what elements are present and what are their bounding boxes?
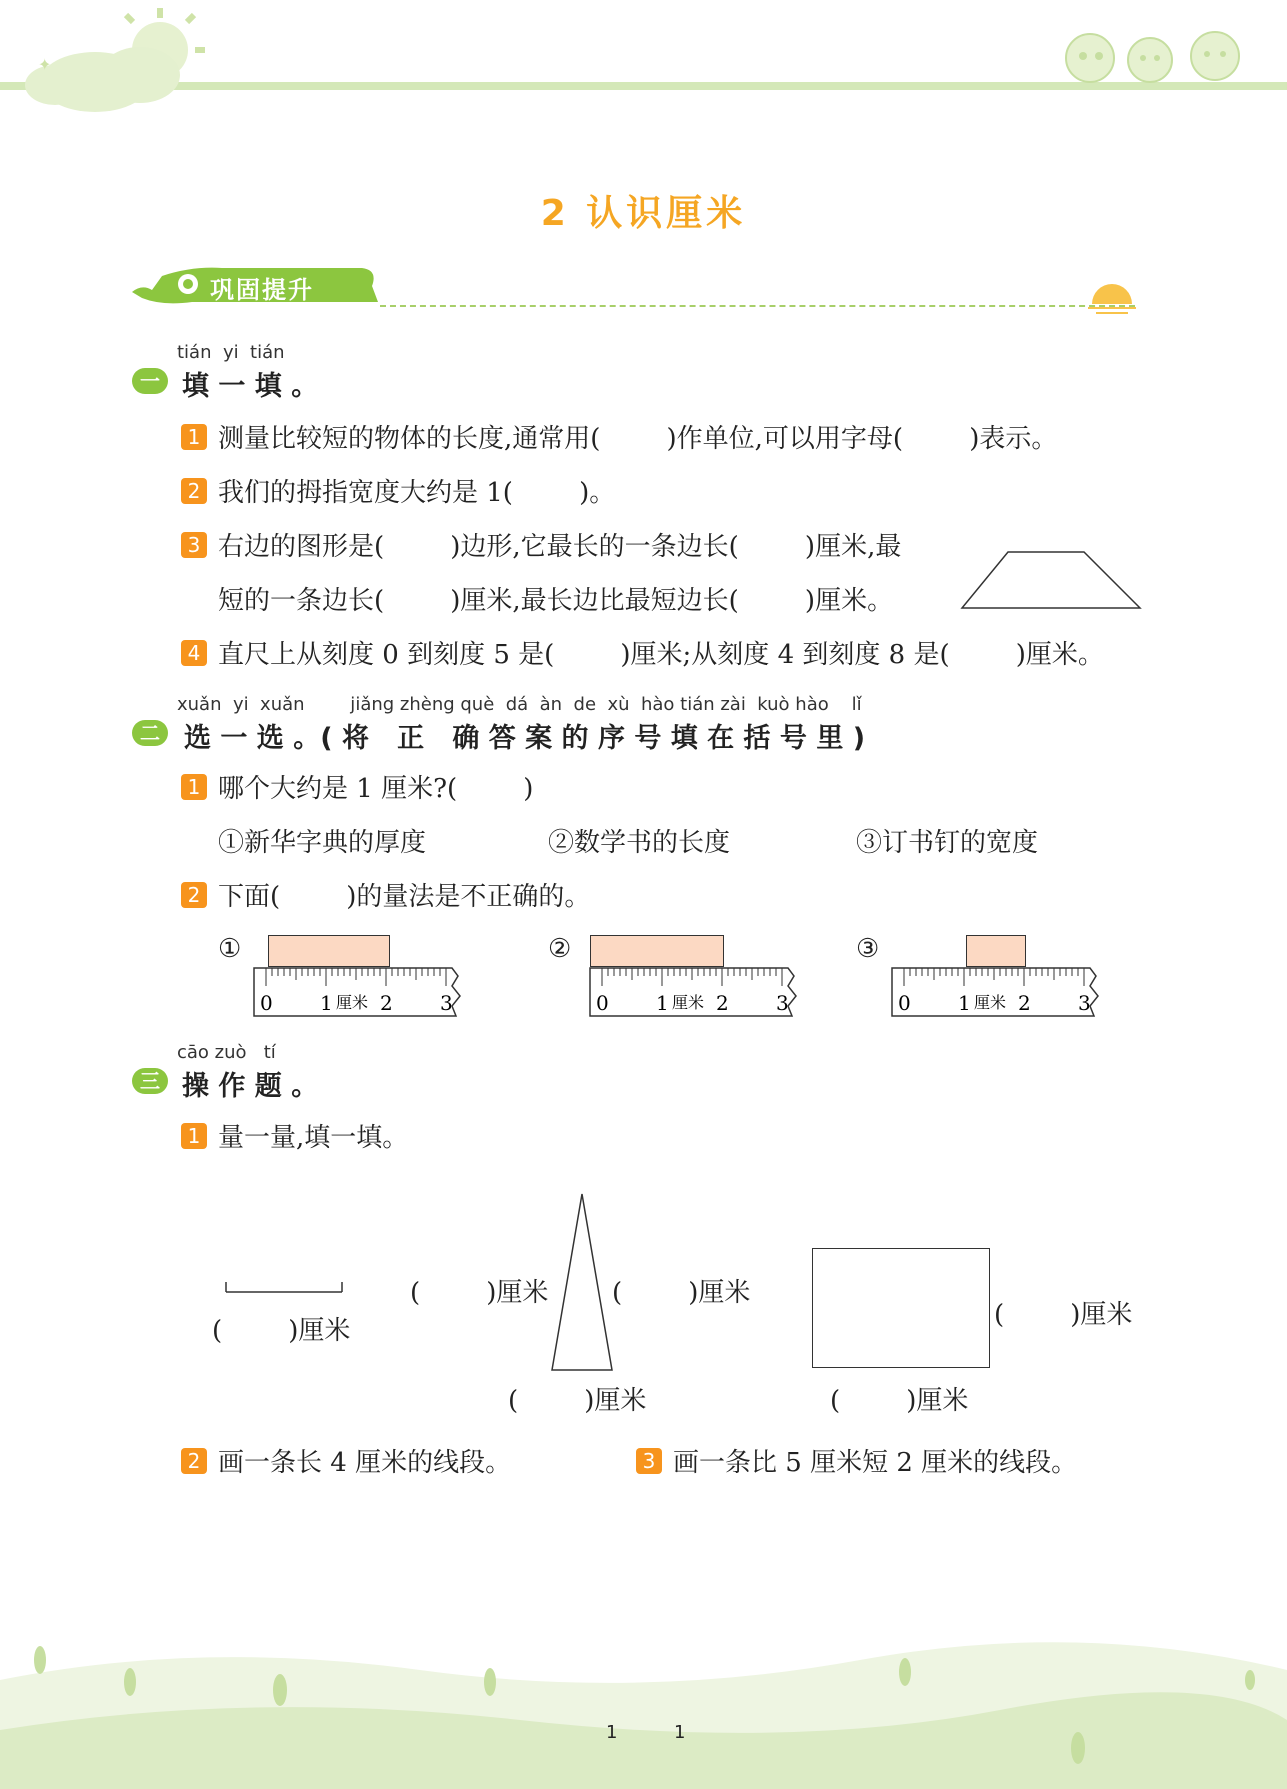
- measured-block-2: [590, 935, 724, 967]
- ruler-option-3-mark: ③: [856, 934, 880, 964]
- question-number: 1: [181, 774, 207, 800]
- section-2-number: 二: [132, 720, 168, 746]
- svg-text:✦: ✦: [38, 55, 52, 74]
- dotted-divider: [380, 305, 1135, 307]
- triangle-base-blank: ( )厘米: [508, 1386, 647, 1416]
- question-number: 2: [181, 882, 207, 908]
- ruler-tick-label: 3: [776, 991, 789, 1015]
- ruler-1: [252, 966, 472, 1018]
- cloud-sun-decoration: [0, 0, 230, 115]
- s2-q1-option-1: ①新华字典的厚度: [218, 828, 427, 858]
- section-1-pinyin: tián yi tián: [177, 342, 285, 363]
- ruler-3: [890, 966, 1110, 1018]
- section-2-pinyin: xuǎn yi xuǎn jiǎng zhèng què dá àn de xù hào tián zài kuò hào lǐ: [177, 694, 862, 715]
- ruler-tick-label: 1: [656, 991, 669, 1015]
- rectangle-width-blank: ( )厘米: [830, 1386, 969, 1416]
- s1-q3-line1: 右边的图形是( )边形,它最长的一条边长( )厘米,最: [218, 532, 902, 562]
- triangle-figure: [548, 1190, 616, 1374]
- page-number-left: 1: [606, 1722, 618, 1743]
- ruler-unit-label: 厘米: [672, 993, 705, 1012]
- section-1-title: 填 一 填 。: [182, 371, 319, 402]
- s1-q1-text: 测量比较短的物体的长度,通常用( )作单位,可以用字母( )表示。: [218, 424, 1058, 454]
- animal-faces-decoration: [1055, 18, 1255, 88]
- question-number: 2: [181, 1448, 207, 1474]
- ruler-tick-label: 3: [1078, 991, 1091, 1015]
- question-number: 4: [181, 640, 207, 666]
- ruler-tick-label: 3: [440, 991, 453, 1015]
- measured-block-3: [966, 935, 1026, 967]
- question-number: 1: [181, 424, 207, 450]
- question-number: 2: [181, 478, 207, 504]
- section-2-title: 选 一 选 。( 将 正 确 答 案 的 序 号 填 在 括 号 里 ): [184, 723, 866, 754]
- ruler-tick-label: 2: [1018, 991, 1031, 1015]
- triangle-left-side-blank: ( )厘米: [410, 1278, 549, 1308]
- page-number-right: 1: [674, 1722, 686, 1743]
- s1-q3-line2: 短的一条边长( )厘米,最长边比最短边长( )厘米。: [218, 586, 894, 616]
- ruler-2: [588, 966, 808, 1018]
- ruler-option-1-mark: ①: [218, 934, 242, 964]
- s2-q1-option-3: ③订书钉的宽度: [856, 828, 1039, 858]
- ruler-tick-label: 0: [260, 991, 273, 1015]
- section-1-number: 一: [132, 368, 168, 394]
- question-number: 3: [181, 532, 207, 558]
- s3-q3-text: 画一条比 5 厘米短 2 厘米的线段。: [673, 1448, 1078, 1478]
- ruler-unit-label: 厘米: [336, 993, 369, 1012]
- ruler-tick-label: 0: [596, 991, 609, 1015]
- s1-q4-text: 直尺上从刻度 0 到刻度 5 是( )厘米;从刻度 4 到刻度 8 是( )厘米。: [218, 640, 1104, 670]
- sun-icon: [1088, 282, 1136, 316]
- s2-q1-option-2: ②数学书的长度: [548, 828, 731, 858]
- trapezoid-figure: [960, 548, 1144, 612]
- s3-q1-text: 量一量,填一填。: [218, 1123, 409, 1153]
- s2-q2-text: 下面( )的量法是不正确的。: [218, 882, 591, 912]
- ruler-unit-label: 厘米: [974, 993, 1007, 1012]
- ruler-tick-label: 1: [320, 991, 333, 1015]
- ruler-tick-label: 0: [898, 991, 911, 1015]
- page-title: 2 认识厘米: [540, 193, 747, 234]
- section-3-pinyin: cāo zuò tí: [177, 1042, 276, 1063]
- hills-decoration: [0, 1620, 1287, 1789]
- line-segment-figure: [220, 1278, 348, 1296]
- line-length-blank: ( )厘米: [212, 1316, 351, 1346]
- question-number: 1: [181, 1123, 207, 1149]
- s1-q2-text: 我们的拇指宽度大约是 1( )。: [218, 478, 616, 508]
- ruler-tick-label: 2: [380, 991, 393, 1015]
- s2-q1-text: 哪个大约是 1 厘米?( ): [218, 774, 534, 804]
- section-3-title: 操 作 题 。: [182, 1071, 319, 1102]
- ruler-tick-label: 2: [716, 991, 729, 1015]
- ruler-tick-label: 1: [958, 991, 971, 1015]
- triangle-right-side-blank: ( )厘米: [612, 1278, 751, 1308]
- section-3-number: 三: [132, 1068, 168, 1094]
- rectangle-figure: [812, 1248, 990, 1368]
- s3-q2-text: 画一条长 4 厘米的线段。: [218, 1448, 512, 1478]
- ruler-option-2-mark: ②: [548, 934, 572, 964]
- question-number: 3: [636, 1448, 662, 1474]
- banner-label: 巩固提升: [210, 276, 314, 304]
- rectangle-height-blank: ( )厘米: [994, 1300, 1133, 1330]
- measured-block-1: [268, 935, 390, 967]
